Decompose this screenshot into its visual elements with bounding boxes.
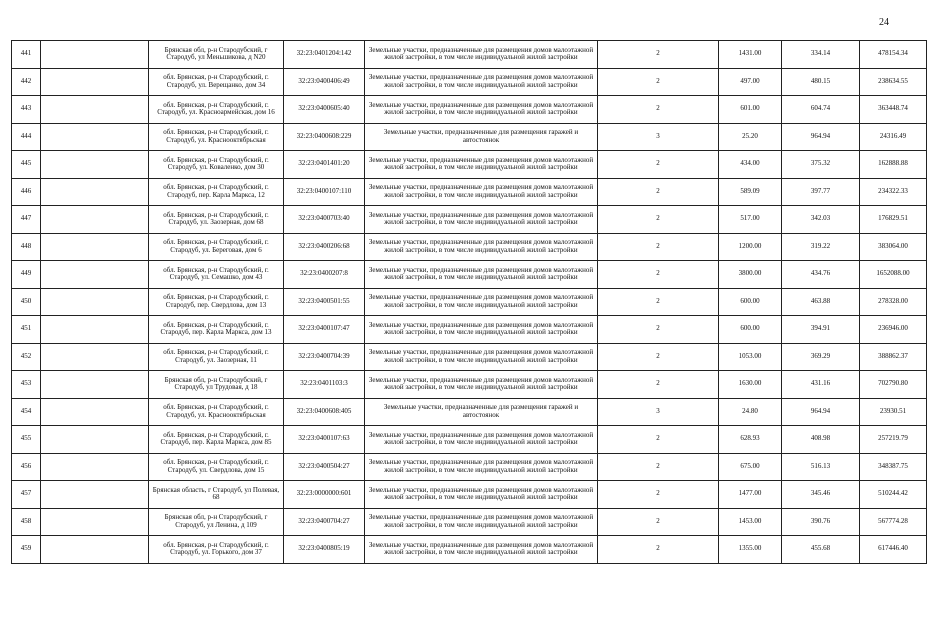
cadastral-number-cell: 32:23:0400107:63	[284, 426, 365, 454]
unit-price-cell: 964.94	[782, 398, 860, 426]
unit-price-cell: 408.98	[782, 426, 860, 454]
category-cell: 2	[598, 371, 719, 399]
cadastral-number-cell: 32:23:0400206:68	[284, 233, 365, 261]
land-use-cell: Земельные участки, предназначенные для размещения домов малоэтажной жилой застройки, в том числе индивидуальной жилой застройки	[365, 288, 598, 316]
address-cell: обл. Брянская, р-н Стародубский, г. Стародуб, ул. Свердлова, дом 15	[149, 453, 284, 481]
table-row	[12, 426, 927, 454]
area-cell: 600.00	[719, 316, 782, 344]
area-cell: 601.00	[719, 96, 782, 124]
row-number-cell: 452	[12, 343, 41, 371]
address-cell: обл. Брянская, р-н Стародубский, г. Стародуб, пер. Карла Маркса, дом 85	[149, 426, 284, 454]
land-use-cell: Земельные участки, предназначенные для размещения домов малоэтажной жилой застройки, в том числе индивидуальной жилой застройки	[365, 261, 598, 289]
cadastral-number-cell: 32:23:0400107:47	[284, 316, 365, 344]
land-use-cell: Земельные участки, предназначенные для размещения домов малоэтажной жилой застройки, в том числе индивидуальной жилой застройки	[365, 233, 598, 261]
blank-cell	[41, 178, 149, 206]
table-row	[12, 41, 927, 69]
cadastral-value-cell: 1652088.00	[860, 261, 927, 289]
land-plots-table	[11, 40, 927, 564]
category-cell: 2	[598, 426, 719, 454]
cadastral-number-cell: 32:23:0401401:20	[284, 151, 365, 179]
category-cell: 2	[598, 96, 719, 124]
row-number-cell: 442	[12, 68, 41, 96]
area-cell: 434.00	[719, 151, 782, 179]
land-use-cell: Земельные участки, предназначенные для размещения домов малоэтажной жилой застройки, в том числе индивидуальной жилой застройки	[365, 41, 598, 69]
category-cell: 3	[598, 123, 719, 151]
cadastral-number-cell: 32:23:0400107:110	[284, 178, 365, 206]
blank-cell	[41, 481, 149, 509]
category-cell: 2	[598, 41, 719, 69]
area-cell: 1431.00	[719, 41, 782, 69]
area-cell: 600.00	[719, 288, 782, 316]
cadastral-value-cell: 278328.00	[860, 288, 927, 316]
land-use-cell: Земельные участки, предназначенные для размещения домов малоэтажной жилой застройки, в том числе индивидуальной жилой застройки	[365, 508, 598, 536]
address-cell: обл. Брянская, р-н Стародубский, г. Стародуб, ул. Краснооктябрьская	[149, 398, 284, 426]
row-number-cell: 441	[12, 41, 41, 69]
land-use-cell: Земельные участки, предназначенные для размещения домов малоэтажной жилой застройки, в том числе индивидуальной жилой застройки	[365, 536, 598, 564]
cadastral-number-cell: 32:23:0400608:405	[284, 398, 365, 426]
blank-cell	[41, 316, 149, 344]
area-cell: 3800.00	[719, 261, 782, 289]
unit-price-cell: 345.46	[782, 481, 860, 509]
address-cell: обл. Брянская, р-н Стародубский, г. Стародуб, ул. Заозерная, 11	[149, 343, 284, 371]
table-row	[12, 68, 927, 96]
cadastral-value-cell: 383064.00	[860, 233, 927, 261]
blank-cell	[41, 398, 149, 426]
category-cell: 2	[598, 261, 719, 289]
category-cell: 2	[598, 481, 719, 509]
table-row	[12, 206, 927, 234]
cadastral-value-cell: 176829.51	[860, 206, 927, 234]
unit-price-cell: 342.03	[782, 206, 860, 234]
table-body	[12, 41, 927, 564]
area-cell: 24.80	[719, 398, 782, 426]
row-number-cell: 455	[12, 426, 41, 454]
address-cell: обл. Брянская, р-н Стародубский, г. Стародуб, ул. Береговая, дом 6	[149, 233, 284, 261]
blank-cell	[41, 233, 149, 261]
area-cell: 25.20	[719, 123, 782, 151]
address-cell: обл. Брянская, р-н Стародубский, г. Стародуб, пер. Карла Маркса, 12	[149, 178, 284, 206]
category-cell: 2	[598, 233, 719, 261]
area-cell: 675.00	[719, 453, 782, 481]
row-number-cell: 454	[12, 398, 41, 426]
unit-price-cell: 334.14	[782, 41, 860, 69]
blank-cell	[41, 536, 149, 564]
unit-price-cell: 394.91	[782, 316, 860, 344]
address-cell: обл. Брянская, р-н Стародубский, г. Стародуб, ул. Краснооктябрьская	[149, 123, 284, 151]
category-cell: 2	[598, 316, 719, 344]
cadastral-value-cell: 510244.42	[860, 481, 927, 509]
cadastral-number-cell: 32:23:0400501:55	[284, 288, 365, 316]
blank-cell	[41, 151, 149, 179]
table-row	[12, 536, 927, 564]
table-row	[12, 96, 927, 124]
table-row	[12, 398, 927, 426]
table-row	[12, 178, 927, 206]
address-cell: обл. Брянская, р-н Стародубский, г. Стародуб, пер. Карла Маркса, дом 13	[149, 316, 284, 344]
row-number-cell: 444	[12, 123, 41, 151]
row-number-cell: 445	[12, 151, 41, 179]
land-use-cell: Земельные участки, предназначенные для размещения домов малоэтажной жилой застройки, в том числе индивидуальной жилой застройки	[365, 316, 598, 344]
cadastral-value-cell: 238634.55	[860, 68, 927, 96]
address-cell: обл. Брянская, р-н Стародубский, г. Стародуб, ул. Красноармейская, дом 16	[149, 96, 284, 124]
address-cell: Брянская обл, р-н Стародубский, г Стародуб, ул Ленина, д 109	[149, 508, 284, 536]
cadastral-value-cell: 234322.33	[860, 178, 927, 206]
unit-price-cell: 431.16	[782, 371, 860, 399]
table-row	[12, 343, 927, 371]
land-use-cell: Земельные участки, предназначенные для размещения домов малоэтажной жилой застройки, в том числе индивидуальной жилой застройки	[365, 371, 598, 399]
cadastral-number-cell: 32:23:0400406:49	[284, 68, 365, 96]
table-row	[12, 316, 927, 344]
row-number-cell: 446	[12, 178, 41, 206]
cadastral-value-cell: 23930.51	[860, 398, 927, 426]
unit-price-cell: 516.13	[782, 453, 860, 481]
category-cell: 2	[598, 178, 719, 206]
area-cell: 517.00	[719, 206, 782, 234]
area-cell: 1053.00	[719, 343, 782, 371]
table-row	[12, 508, 927, 536]
row-number-cell: 447	[12, 206, 41, 234]
cadastral-number-cell: 32:23:0401204:142	[284, 41, 365, 69]
cadastral-value-cell: 567774.28	[860, 508, 927, 536]
address-cell: Брянская обл, р-н Стародубский, г Стародуб, ул Трудовая, д 18	[149, 371, 284, 399]
blank-cell	[41, 371, 149, 399]
row-number-cell: 458	[12, 508, 41, 536]
row-number-cell: 443	[12, 96, 41, 124]
table-row	[12, 288, 927, 316]
category-cell: 2	[598, 288, 719, 316]
cadastral-number-cell: 32:23:0400608:229	[284, 123, 365, 151]
category-cell: 3	[598, 398, 719, 426]
category-cell: 2	[598, 206, 719, 234]
category-cell: 2	[598, 536, 719, 564]
area-cell: 1630.00	[719, 371, 782, 399]
category-cell: 2	[598, 453, 719, 481]
cadastral-number-cell: 32:23:0400704:27	[284, 508, 365, 536]
land-use-cell: Земельные участки, предназначенные для размещения домов малоэтажной жилой застройки, в том числе индивидуальной жилой застройки	[365, 343, 598, 371]
cadastral-value-cell: 348387.75	[860, 453, 927, 481]
address-cell: обл. Брянская, р-н Стародубский, г. Стародуб, пер. Свердлова, дом 13	[149, 288, 284, 316]
land-use-cell: Земельные участки, предназначенные для размещения гаражей и автостоянок	[365, 123, 598, 151]
land-use-cell: Земельные участки, предназначенные для размещения домов малоэтажной жилой застройки, в том числе индивидуальной жилой застройки	[365, 426, 598, 454]
address-cell: Брянская обл, р-н Стародубский, г Стародуб, ул Меньшикова, д N20	[149, 41, 284, 69]
cadastral-number-cell: 32:23:0401103:3	[284, 371, 365, 399]
table-row	[12, 233, 927, 261]
category-cell: 2	[598, 151, 719, 179]
row-number-cell: 448	[12, 233, 41, 261]
unit-price-cell: 390.76	[782, 508, 860, 536]
unit-price-cell: 397.77	[782, 178, 860, 206]
unit-price-cell: 434.76	[782, 261, 860, 289]
address-cell: обл. Брянская, р-н Стародубский, г. Стародуб, ул. Заозерная, дом 68	[149, 206, 284, 234]
unit-price-cell: 369.29	[782, 343, 860, 371]
cadastral-value-cell: 24316.49	[860, 123, 927, 151]
cadastral-number-cell: 32:23:0400605:40	[284, 96, 365, 124]
address-cell: обл. Брянская, р-н Стародубский, г. Стародуб, ул. Горького, дом 37	[149, 536, 284, 564]
land-use-cell: Земельные участки, предназначенные для размещения домов малоэтажной жилой застройки, в том числе индивидуальной жилой застройки	[365, 481, 598, 509]
area-cell: 1200.00	[719, 233, 782, 261]
category-cell: 2	[598, 68, 719, 96]
cadastral-number-cell: 32:23:0000000:601	[284, 481, 365, 509]
table-row	[12, 481, 927, 509]
unit-price-cell: 463.88	[782, 288, 860, 316]
row-number-cell: 456	[12, 453, 41, 481]
address-cell: обл. Брянская, р-н Стародубский, г. Стародуб, ул. Коваленко, дом 30	[149, 151, 284, 179]
cadastral-value-cell: 236946.00	[860, 316, 927, 344]
unit-price-cell: 480.15	[782, 68, 860, 96]
unit-price-cell: 604.74	[782, 96, 860, 124]
row-number-cell: 453	[12, 371, 41, 399]
blank-cell	[41, 426, 149, 454]
cadastral-value-cell: 257219.79	[860, 426, 927, 454]
blank-cell	[41, 508, 149, 536]
cadastral-value-cell: 388862.37	[860, 343, 927, 371]
category-cell: 2	[598, 508, 719, 536]
cadastral-value-cell: 162888.88	[860, 151, 927, 179]
unit-price-cell: 319.22	[782, 233, 860, 261]
table-row	[12, 371, 927, 399]
page-number: 24	[879, 17, 889, 28]
table-row	[12, 151, 927, 179]
row-number-cell: 451	[12, 316, 41, 344]
land-use-cell: Земельные участки, предназначенные для размещения домов малоэтажной жилой застройки, в том числе индивидуальной жилой застройки	[365, 96, 598, 124]
address-cell: обл. Брянская, р-н Стародубский, г. Стародуб, ул. Семашко, дом 43	[149, 261, 284, 289]
blank-cell	[41, 123, 149, 151]
cadastral-number-cell: 32:23:0400805:19	[284, 536, 365, 564]
cadastral-number-cell: 32:23:0400703:40	[284, 206, 365, 234]
cadastral-value-cell: 617446.40	[860, 536, 927, 564]
area-cell: 497.00	[719, 68, 782, 96]
table-row	[12, 123, 927, 151]
area-cell: 1355.00	[719, 536, 782, 564]
row-number-cell: 449	[12, 261, 41, 289]
unit-price-cell: 375.32	[782, 151, 860, 179]
land-use-cell: Земельные участки, предназначенные для размещения домов малоэтажной жилой застройки, в том числе индивидуальной жилой застройки	[365, 151, 598, 179]
cadastral-value-cell: 478154.34	[860, 41, 927, 69]
land-use-cell: Земельные участки, предназначенные для размещения домов малоэтажной жилой застройки, в том числе индивидуальной жилой застройки	[365, 453, 598, 481]
area-cell: 589.09	[719, 178, 782, 206]
unit-price-cell: 964.94	[782, 123, 860, 151]
row-number-cell: 459	[12, 536, 41, 564]
land-use-cell: Земельные участки, предназначенные для размещения гаражей и автостоянок	[365, 398, 598, 426]
cadastral-number-cell: 32:23:0400207:8	[284, 261, 365, 289]
blank-cell	[41, 343, 149, 371]
blank-cell	[41, 68, 149, 96]
land-use-cell: Земельные участки, предназначенные для размещения домов малоэтажной жилой застройки, в том числе индивидуальной жилой застройки	[365, 206, 598, 234]
category-cell: 2	[598, 343, 719, 371]
table-row	[12, 453, 927, 481]
address-cell: Брянская область, г Стародуб, ул Полевая, 68	[149, 481, 284, 509]
blank-cell	[41, 206, 149, 234]
cadastral-value-cell: 363448.74	[860, 96, 927, 124]
land-use-cell: Земельные участки, предназначенные для размещения домов малоэтажной жилой застройки, в том числе индивидуальной жилой застройки	[365, 68, 598, 96]
blank-cell	[41, 453, 149, 481]
blank-cell	[41, 41, 149, 69]
table-row	[12, 261, 927, 289]
cadastral-number-cell: 32:23:0400504:27	[284, 453, 365, 481]
unit-price-cell: 455.68	[782, 536, 860, 564]
land-use-cell: Земельные участки, предназначенные для размещения домов малоэтажной жилой застройки, в том числе индивидуальной жилой застройки	[365, 178, 598, 206]
blank-cell	[41, 96, 149, 124]
cadastral-number-cell: 32:23:0400704:39	[284, 343, 365, 371]
blank-cell	[41, 288, 149, 316]
blank-cell	[41, 261, 149, 289]
row-number-cell: 450	[12, 288, 41, 316]
area-cell: 1453.00	[719, 508, 782, 536]
address-cell: обл. Брянская, р-н Стародубский, г. Стародуб, ул. Верещанко, дом 34	[149, 68, 284, 96]
area-cell: 1477.00	[719, 481, 782, 509]
area-cell: 628.93	[719, 426, 782, 454]
row-number-cell: 457	[12, 481, 41, 509]
cadastral-value-cell: 702790.80	[860, 371, 927, 399]
